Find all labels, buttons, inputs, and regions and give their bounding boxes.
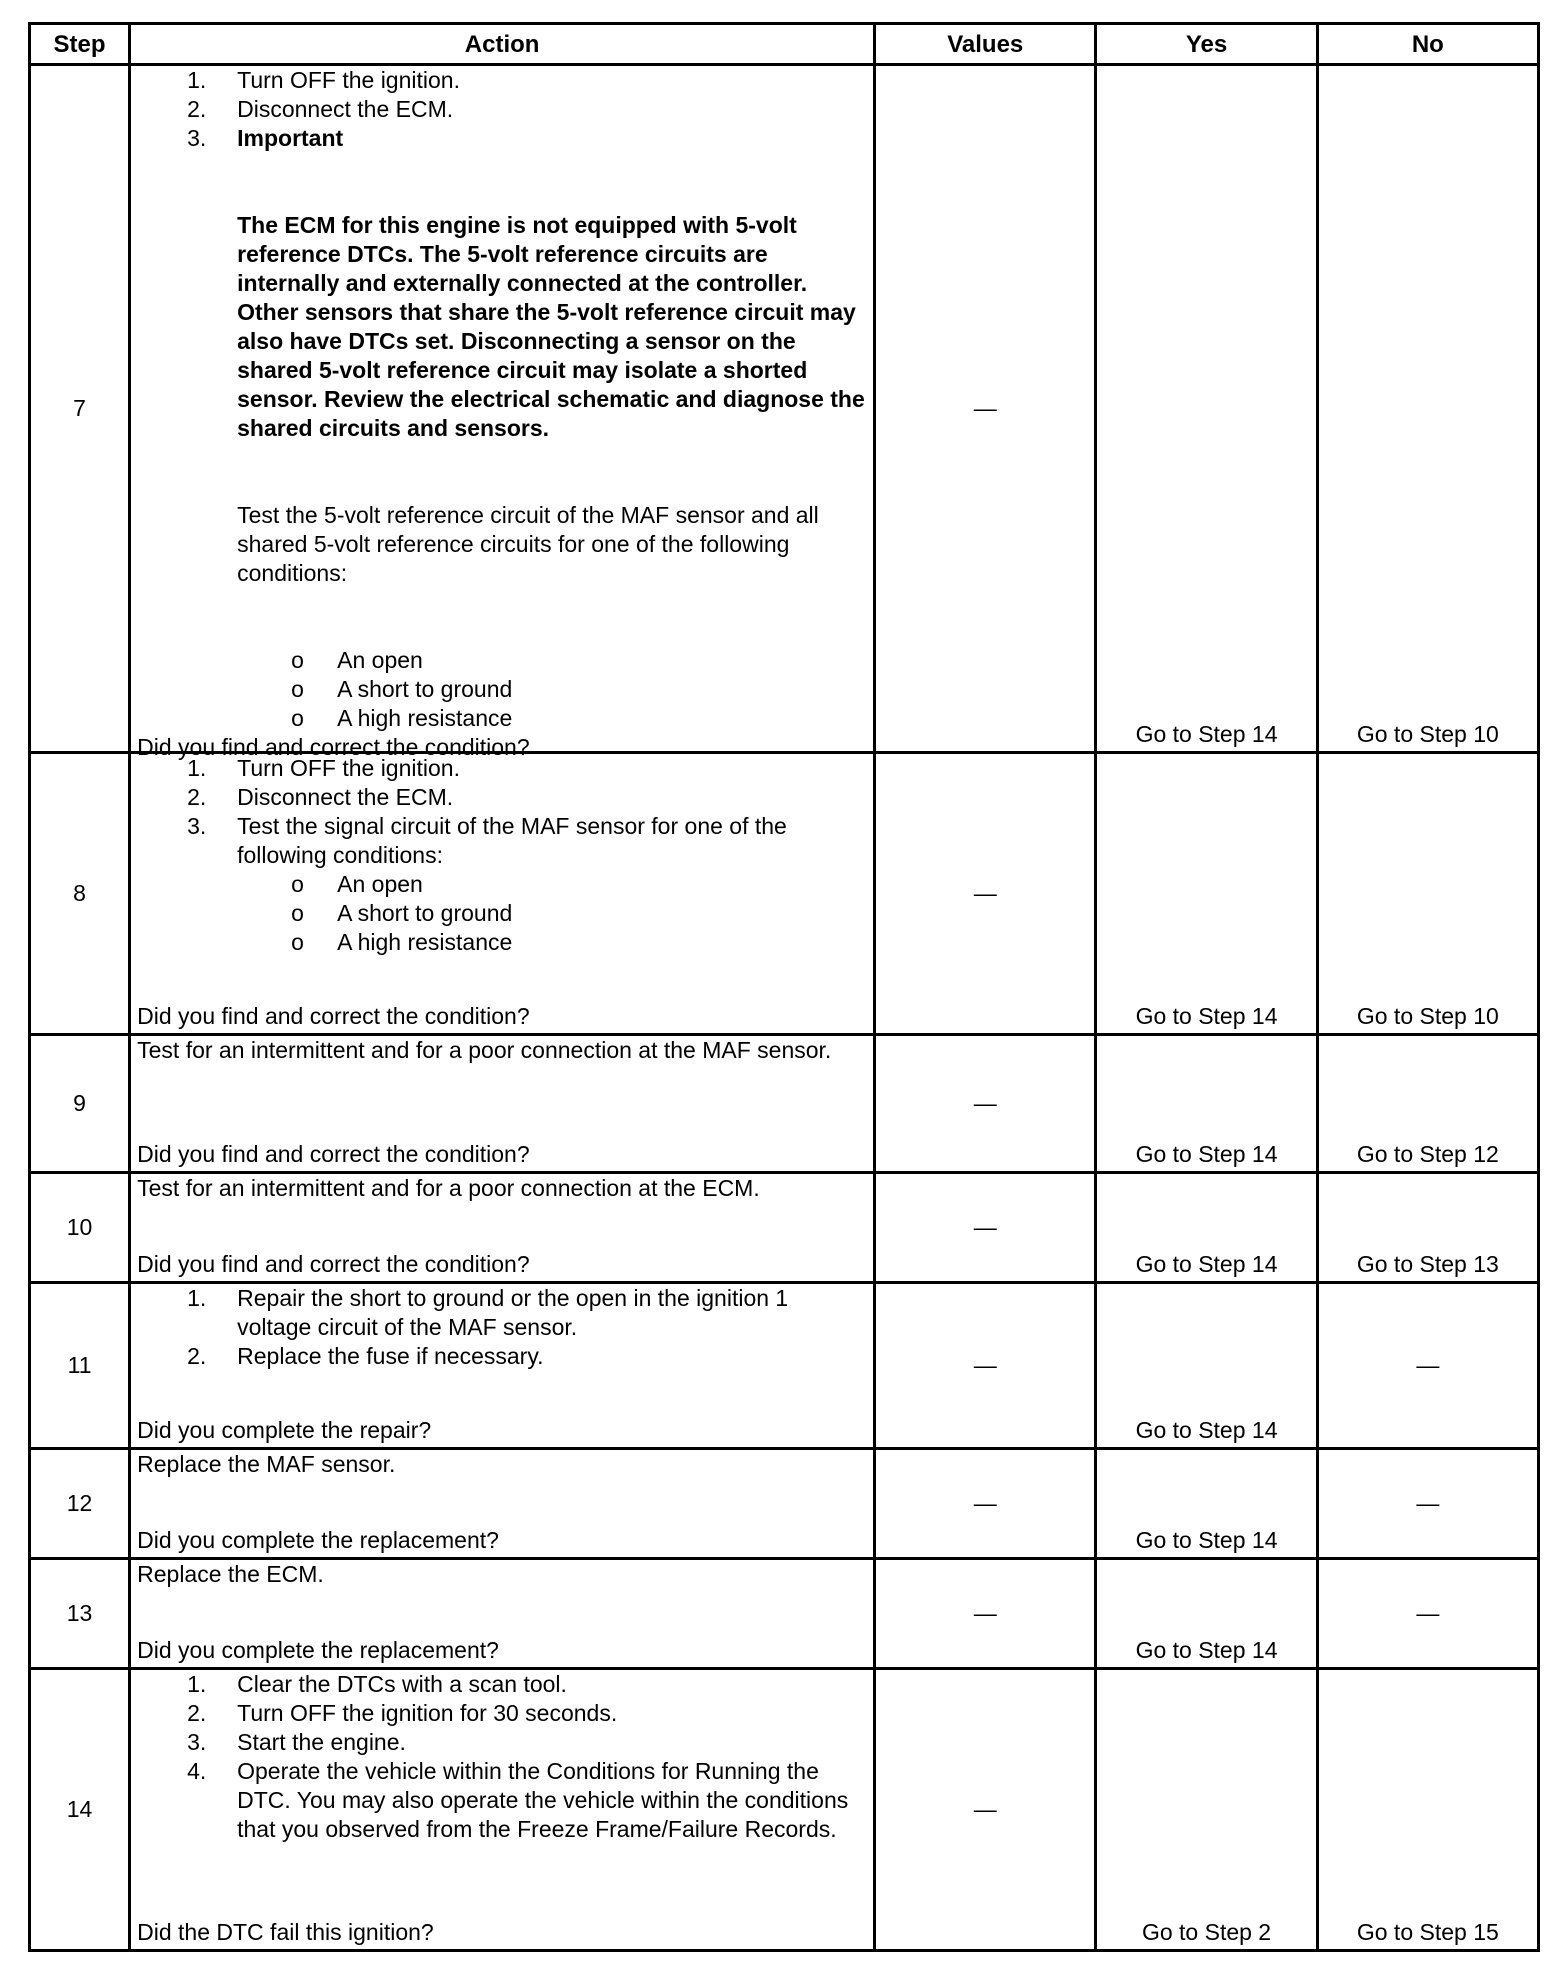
list-item-text: Clear the DTCs with a scan tool. [237,1671,567,1697]
table-row [30,1559,1539,1669]
question-text: Did you find and correct the condition? [137,734,530,760]
important-heading: Important [237,125,344,151]
list-item [237,870,867,899]
action-text: Test for an intermittent and for a poor connection at the ECM. [137,1175,760,1201]
action-text: Replace the MAF sensor. [137,1451,396,1477]
list-item-text: Repair the short to ground or the open in the ignition 1 voltage circuit of the MAF sensor. [237,1285,789,1340]
table-row [30,65,1539,753]
yes-cell: Go to Step 14 [1096,1283,1317,1449]
bullet-icon: o [291,647,304,673]
list-item-text: Start the engine. [237,1729,406,1755]
yes-cell: Go to Step 14 [1096,1449,1317,1559]
yes-cell: Go to Step 14 [1096,1559,1317,1669]
list-item-text: Replace the fuse if necessary. [237,1343,544,1369]
values-cell: — [875,1669,1096,1951]
condition-text: An open [337,647,423,673]
action-steps [137,1670,867,1844]
header-action: Action [130,24,875,65]
table-row [30,1669,1539,1951]
table-row [30,1449,1539,1559]
action-cell [130,1173,875,1283]
action-text: Replace the ECM. [137,1561,324,1587]
step-number: 14 [30,1669,130,1951]
condition-text: An open [337,871,423,897]
list-item: 1. Turn OFF the ignition. [187,67,460,93]
action-steps [137,1284,867,1371]
list-item: 1. Clear the DTCs with a scan tool. [187,1671,567,1697]
yes-cell: Go to Step 14 [1096,65,1317,753]
yes-cell: Go to Step 14 [1096,1035,1317,1173]
action-cell [130,1283,875,1449]
step-number: 13 [30,1559,130,1669]
list-item [237,675,867,704]
values-cell: — [875,65,1096,753]
condition-list [237,646,867,733]
diagnostic-table [28,22,1540,1952]
list-item-text: Operate the vehicle within the Conditions for Running the DTC. You may also operate the vehicle within the conditions that you observed from the Freeze Frame/Failure Records. [237,1758,849,1842]
question-text: Did you complete the repair? [137,1417,432,1443]
no-cell: — [1317,1559,1538,1669]
list-item-text: Test the signal circuit of the MAF sensor for one of the following conditions: [237,813,787,868]
list-item: 4. Operate the vehicle within the Conditions for Running the DTC. You may also operate the vehicle within the conditions that you observed from the Freeze Frame/Failure Records. [187,1758,849,1842]
list-item: 3. Start the engine. [187,1729,406,1755]
values-cell: — [875,1449,1096,1559]
no-cell: Go to Step 10 [1317,753,1538,1035]
question-text: Did you complete the replacement? [137,1637,499,1663]
table-row [30,1035,1539,1173]
step-number: 8 [30,753,130,1035]
list-item: 1. Turn OFF the ignition. [187,755,460,781]
values-cell: — [875,753,1096,1035]
condition-text: A high resistance [337,929,513,955]
list-item: 1. Repair the short to ground or the open in the ignition 1 voltage circuit of the MAF sensor. [187,1285,789,1340]
list-item: 2. Disconnect the ECM. [187,784,454,810]
bullet-icon: o [291,929,304,955]
condition-text: A high resistance [337,705,513,731]
condition-text: A short to ground [337,676,513,702]
list-item: 3. Important The ECM for this engine is not equipped with 5-volt reference DTCs. The 5-volt reference circuits are internally and externally connected at the controller. Other sensors that share the 5-volt reference circuit may also have DTCs set. Disconnecting a sensor on the shared 5-volt reference circuit may isolate a shorted sensor. Review the electrical schematic and diagnose the shared circuits and sensors. Test the 5-volt reference circuit of the MAF sensor and all shared 5-volt reference circuits for one of the following conditions: o An open o A short to ground o A high resistance [137,124,867,733]
yes-cell: Go to Step 14 [1096,753,1317,1035]
list-item-text: Turn OFF the ignition for 30 seconds. [237,1700,618,1726]
list-item-text: Turn OFF the ignition. [237,67,460,93]
list-item-text: Disconnect the ECM. [237,784,454,810]
action-cell [130,1035,875,1173]
bullet-icon: o [291,676,304,702]
header-row [30,24,1539,65]
question-text: Did you complete the replacement? [137,1527,499,1553]
list-item [237,704,867,733]
step-number: 12 [30,1449,130,1559]
list-item: 3. Test the signal circuit of the MAF sensor for one of the following conditions: o An open o A short to ground o A high resistance [137,812,867,957]
values-cell: — [875,1035,1096,1173]
question-text: Did you find and correct the condition? [137,1003,530,1029]
yes-cell: Go to Step 14 [1096,1173,1317,1283]
test-instruction: Test the 5-volt reference circuit of the MAF sensor and all shared 5-volt reference circuits for one of the following conditions: [237,502,819,586]
bullet-icon: o [291,705,304,731]
list-item-text: Turn OFF the ignition. [237,755,460,781]
no-cell: Go to Step 10 [1317,65,1538,753]
question-text: Did you find and correct the condition? [137,1141,530,1167]
no-cell: Go to Step 15 [1317,1669,1538,1951]
no-cell: Go to Step 12 [1317,1035,1538,1173]
table-row [30,753,1539,1035]
step-number: 10 [30,1173,130,1283]
step-number: 7 [30,65,130,753]
action-steps [137,754,867,957]
no-cell: — [1317,1449,1538,1559]
action-cell [130,753,875,1035]
action-text: Test for an intermittent and for a poor connection at the MAF sensor. [137,1037,832,1063]
condition-text: A short to ground [337,900,513,926]
table-row [30,1173,1539,1283]
values-cell: — [875,1559,1096,1669]
action-cell [130,65,875,760]
bullet-icon: o [291,900,304,926]
action-cell [130,1559,875,1669]
header-step: Step [30,24,130,65]
list-item [237,899,867,928]
header-values: Values [875,24,1096,65]
values-cell: — [875,1173,1096,1283]
header-yes: Yes [1096,24,1317,65]
values-cell: — [875,1283,1096,1449]
question-text: Did you find and correct the condition? [137,1251,530,1277]
action-cell [130,1669,875,1951]
action-steps [137,66,867,733]
important-note: The ECM for this engine is not equipped with 5-volt reference DTCs. The 5-volt reference circuits are internally and externally connected at the controller. Other sensors that share the 5-volt reference circuit may also have DTCs set. Disconnecting a sensor on the shared 5-volt reference circuit may isolate a shorted sensor. Review the electrical schematic and diagnose the shared circuits and sensors. [237,212,865,441]
header-no: No [1317,24,1538,65]
no-cell: Go to Step 13 [1317,1173,1538,1283]
list-item-text: Disconnect the ECM. [237,96,454,122]
step-number: 9 [30,1035,130,1173]
no-cell: — [1317,1283,1538,1449]
list-item [237,646,867,675]
step-number: 11 [30,1283,130,1449]
bullet-icon: o [291,871,304,897]
list-item: 2. Turn OFF the ignition for 30 seconds. [187,1700,618,1726]
list-item [237,928,867,957]
action-cell [130,1449,875,1559]
condition-list [237,870,867,957]
list-item: 2. Replace the fuse if necessary. [187,1343,544,1369]
table-row [30,1283,1539,1449]
list-item: 2. Disconnect the ECM. [187,96,454,122]
question-text: Did the DTC fail this ignition? [137,1919,434,1945]
yes-cell: Go to Step 2 [1096,1669,1317,1951]
